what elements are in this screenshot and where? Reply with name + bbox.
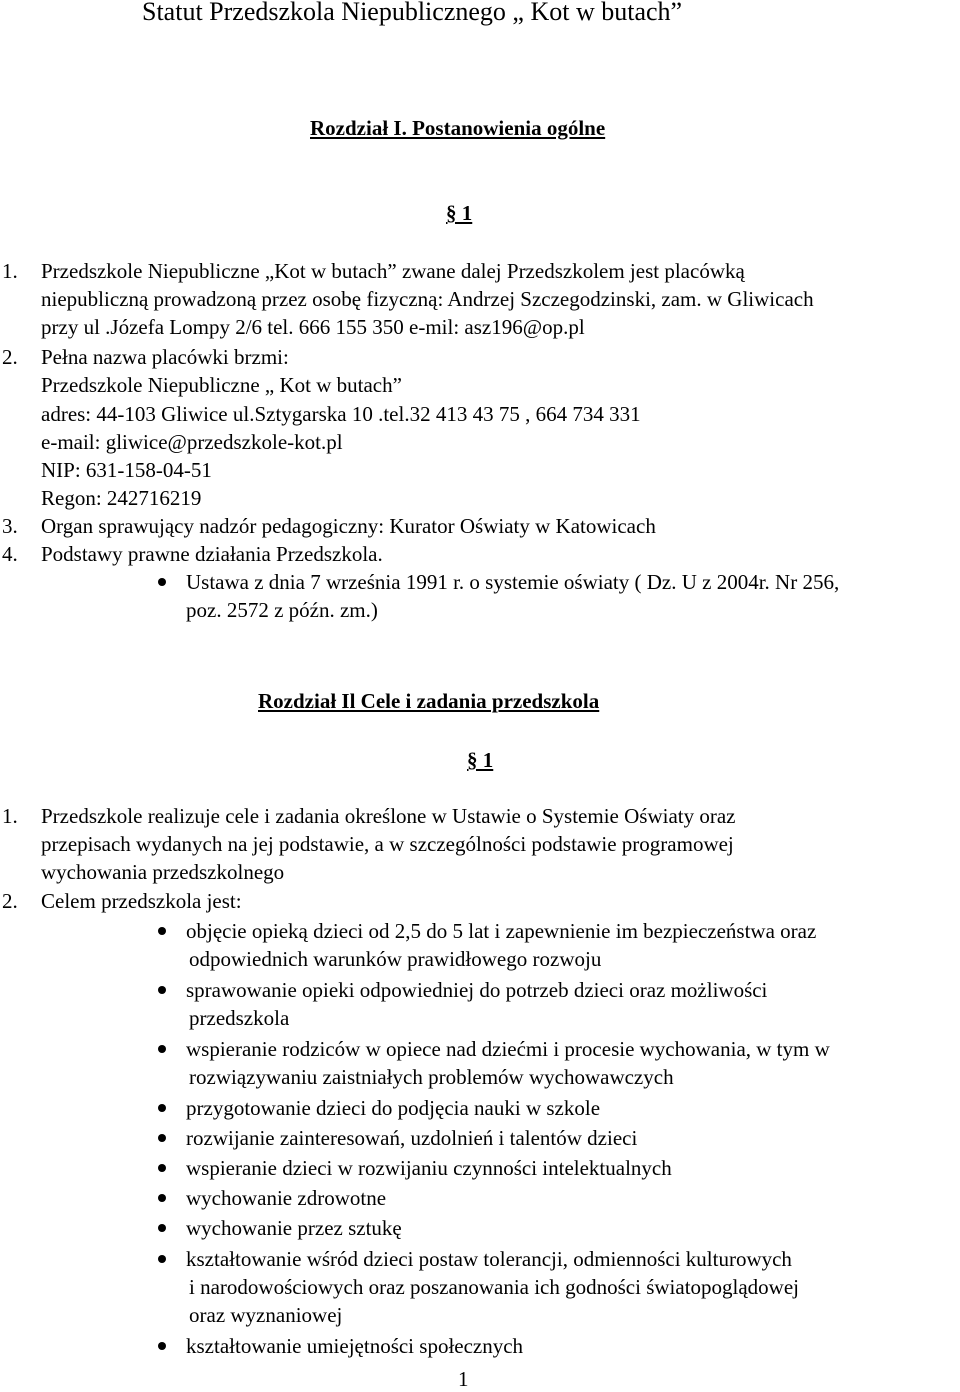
bullet-icon bbox=[158, 1134, 166, 1142]
chapter-2-paragraph-sign: § 1 bbox=[467, 748, 494, 772]
list-item-text: Celem przedszkola jest: bbox=[41, 889, 242, 913]
bullet-icon bbox=[158, 927, 166, 935]
list-number: 2. bbox=[2, 345, 18, 369]
list-item-text: adres: 44-103 Gliwice ul.Sztygarska 10 .tel.32 413 43 75 , 664 734 331 bbox=[41, 402, 641, 426]
bullet-text: sprawowanie opieki odpowiedniej do potrzeb dzieci oraz możliwości bbox=[186, 978, 768, 1002]
list-number: 1. bbox=[2, 259, 18, 283]
bullet-text: poz. 2572 z późn. zm.) bbox=[186, 598, 378, 622]
list-number: 4. bbox=[2, 542, 18, 566]
bullet-icon bbox=[158, 578, 166, 586]
bullet-icon bbox=[158, 986, 166, 994]
bullet-text: oraz wyznaniowej bbox=[189, 1303, 343, 1327]
chapter-1-heading: Rozdział I. Postanowienia ogólne bbox=[310, 116, 606, 140]
bullet-text: przygotowanie dzieci do podjęcia nauki w szkole bbox=[186, 1096, 601, 1120]
list-number: 2. bbox=[2, 889, 18, 913]
chapter-2-heading: Rozdział Il Cele i zadania przedszkola bbox=[258, 689, 600, 713]
bullet-icon bbox=[158, 1342, 166, 1350]
bullet-text: kształtowanie umiejętności społecznych bbox=[186, 1334, 524, 1358]
list-item-text: Przedszkole realizuje cele i zadania określone w Ustawie o Systemie Oświaty oraz bbox=[41, 804, 736, 828]
bullet-text: wychowanie zdrowotne bbox=[186, 1186, 387, 1210]
list-item-text: Organ sprawujący nadzór pedagogiczny: Kurator Oświaty w Katowicach bbox=[41, 514, 656, 538]
list-number: 1. bbox=[2, 804, 18, 828]
list-number: 3. bbox=[2, 514, 18, 538]
bullet-text: kształtowanie wśród dzieci postaw tolerancji, odmienności kulturowych bbox=[186, 1247, 792, 1271]
list-item-text: Przedszkole Niepubliczne „ Kot w butach” bbox=[41, 373, 402, 397]
bullet-icon bbox=[158, 1104, 166, 1112]
bullet-icon bbox=[158, 1224, 166, 1232]
bullet-text: rozwiązywaniu zaistniałych problemów wychowawczych bbox=[189, 1065, 674, 1089]
bullet-icon bbox=[158, 1045, 166, 1053]
page-number: 1 bbox=[458, 1367, 469, 1391]
bullet-icon bbox=[158, 1255, 166, 1263]
list-item-text: Podstawy prawne działania Przedszkola. bbox=[41, 542, 383, 566]
bullet-text: i narodowościowych oraz poszanowania ich godności światopoglądowej bbox=[189, 1275, 800, 1299]
bullet-icon bbox=[158, 1194, 166, 1202]
bullet-text: wspieranie dzieci w rozwijaniu czynności intelektualnych bbox=[186, 1156, 672, 1180]
list-item-text: przepisach wydanych na jej podstawie, a w szczególności podstawie programowej bbox=[41, 832, 734, 856]
bullet-icon bbox=[158, 1164, 166, 1172]
chapter-1-paragraph-sign: § 1 bbox=[446, 201, 473, 225]
bullet-text: wychowanie przez sztukę bbox=[186, 1216, 402, 1240]
document-title: Statut Przedszkola Niepublicznego „ Kot w butach” bbox=[142, 0, 683, 26]
bullet-text: odpowiednich warunków prawidłowego rozwoju bbox=[189, 947, 602, 971]
list-item-text: e-mail: gliwice@przedszkole-kot.pl bbox=[41, 430, 343, 454]
bullet-text: objęcie opieką dzieci od 2,5 do 5 lat i zapewnienie im bezpieczeństwa oraz bbox=[186, 919, 817, 943]
list-item-text: wychowania przedszkolnego bbox=[41, 860, 285, 884]
list-item-text: przy ul .Józefa Lompy 2/6 tel. 666 155 350 e-mil: asz196@op.pl bbox=[41, 315, 585, 339]
bullet-text: wspieranie rodziców w opiece nad dziećmi i procesie wychowania, w tym w bbox=[186, 1037, 830, 1061]
list-item-text: Przedszkole Niepubliczne „Kot w butach” zwane dalej Przedszkolem jest placówką bbox=[41, 259, 745, 283]
list-item-text: NIP: 631-158-04-51 bbox=[41, 458, 212, 482]
list-item-text: Pełna nazwa placówki brzmi: bbox=[41, 345, 289, 369]
list-item-text: Regon: 242716219 bbox=[41, 486, 202, 510]
bullet-text: rozwijanie zainteresowań, uzdolnień i talentów dzieci bbox=[186, 1126, 638, 1150]
list-item-text: niepubliczną prowadzoną przez osobę fizyczną: Andrzej Szczegodzinski, zam. w Gliwicach bbox=[41, 287, 814, 311]
bullet-text: przedszkola bbox=[189, 1006, 290, 1030]
bullet-text: Ustawa z dnia 7 września 1991 r. o systemie oświaty ( Dz. U z 2004r. Nr 256, bbox=[186, 570, 840, 594]
